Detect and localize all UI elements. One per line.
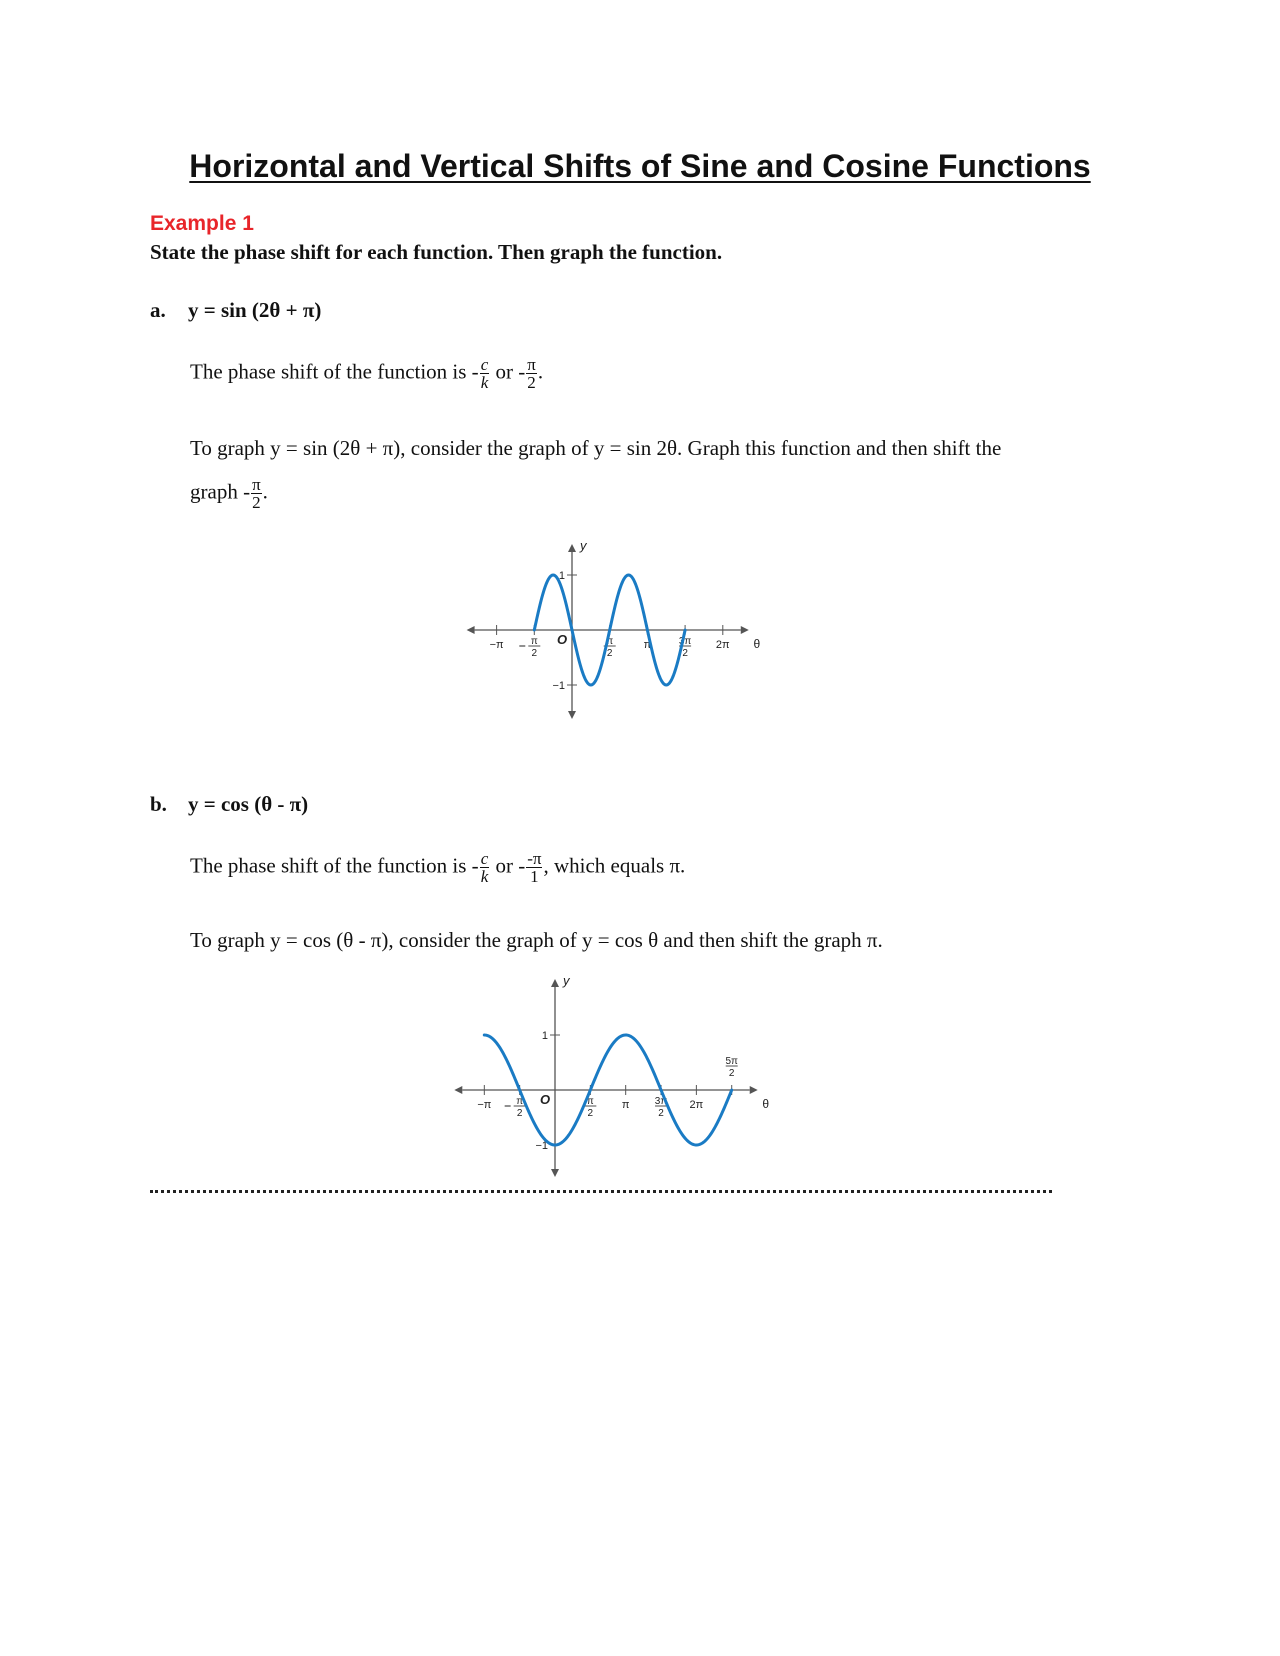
x-tick-label bbox=[519, 636, 540, 659]
x-axis-label: θ bbox=[753, 637, 761, 651]
y-axis-label: y bbox=[580, 538, 587, 553]
x-tick-label-num: 3π bbox=[678, 636, 692, 647]
x-tick-label-den: 2 bbox=[531, 648, 538, 659]
x-tick-label bbox=[477, 1099, 491, 1111]
x-tick-label-den: 2 bbox=[606, 648, 613, 659]
part-a-equation: y = sin (2θ + π) bbox=[188, 298, 322, 322]
frac-den: k bbox=[480, 867, 489, 886]
fraction-c-over-k bbox=[480, 850, 490, 885]
frac-num: c bbox=[480, 355, 489, 374]
cosine-graph bbox=[477, 973, 810, 1195]
x-tick-label-text: −π bbox=[477, 1099, 492, 1111]
x-tick-label-den: 2 bbox=[728, 1068, 735, 1079]
x-tick-label bbox=[725, 1056, 738, 1079]
frac-num: c bbox=[480, 849, 489, 868]
sine-graph bbox=[489, 538, 820, 760]
frac-den: 1 bbox=[530, 867, 539, 886]
frac-num: π bbox=[252, 475, 261, 494]
y-axis-label: y bbox=[563, 973, 570, 988]
part-b-letter: b. bbox=[150, 792, 167, 816]
x-tick-label bbox=[716, 639, 730, 651]
phase-or: or - bbox=[495, 853, 526, 878]
fraction-neg-pi-over-1 bbox=[526, 850, 542, 885]
x-tick-label-num: 3π bbox=[654, 1096, 668, 1107]
graph-text: graph - bbox=[190, 479, 251, 504]
y-axis-arrow-down-icon bbox=[568, 711, 576, 719]
frac-den: k bbox=[480, 373, 489, 392]
origin-label: O bbox=[556, 632, 568, 647]
y-tick-label: −1 bbox=[552, 680, 565, 692]
frac-num: -π bbox=[527, 849, 542, 868]
x-tick-label-text: 2π bbox=[715, 639, 730, 651]
phase-or: or - bbox=[495, 359, 526, 384]
part-b-phase-shift bbox=[190, 850, 685, 885]
phase-end: , which equals π. bbox=[543, 853, 686, 878]
y-axis-arrow-down-icon bbox=[551, 1169, 559, 1177]
x-tick-label bbox=[490, 639, 504, 651]
x-tick-label-num: 5π bbox=[725, 1056, 738, 1067]
frac-num: π bbox=[527, 355, 536, 374]
y-axis-arrow-icon bbox=[568, 544, 576, 552]
x-tick-label-num: π bbox=[606, 636, 614, 647]
y-tick-label: 1 bbox=[541, 1030, 548, 1042]
fraction-pi-over-2 bbox=[526, 356, 537, 391]
origin-label: O bbox=[539, 1092, 551, 1107]
x-tick-label bbox=[622, 1099, 630, 1111]
frac-den: 2 bbox=[252, 493, 261, 512]
x-axis-arrow-left-icon bbox=[467, 626, 475, 634]
graph-end: . bbox=[262, 479, 268, 504]
x-tick-label-text: −π bbox=[489, 639, 504, 651]
part-a-phase-shift bbox=[190, 356, 543, 391]
y-tick-label: 1 bbox=[558, 570, 565, 582]
phase-text: The phase shift of the function is - bbox=[190, 853, 479, 878]
x-tick-label-text: 2π bbox=[689, 1099, 704, 1111]
frac-den: 2 bbox=[527, 373, 536, 392]
x-tick-label-den: 2 bbox=[658, 1108, 664, 1119]
x-tick-label-text: π bbox=[643, 639, 652, 651]
fraction-c-over-k bbox=[480, 356, 490, 391]
x-tick-label-num: π bbox=[516, 1096, 524, 1107]
x-axis-arrow-icon bbox=[750, 1086, 758, 1094]
part-a-graph-text-2 bbox=[190, 476, 268, 511]
phase-end: . bbox=[537, 359, 544, 384]
part-a-graph-text: To graph y = sin (2θ + π), consider the graph of y = sin 2θ. Graph this function and then shift the bbox=[190, 436, 1002, 460]
instruction: State the phase shift for each function. Then graph the function. bbox=[150, 240, 723, 264]
x-axis-arrow-left-icon bbox=[454, 1086, 462, 1094]
x-tick-label bbox=[690, 1099, 704, 1111]
y-axis-arrow-icon bbox=[551, 979, 559, 987]
part-b-graph-text: To graph y = cos (θ - π), consider the graph of y = cos θ and then shift the graph π. bbox=[190, 928, 883, 952]
part-b-equation: y = cos (θ - π) bbox=[188, 792, 309, 816]
x-tick-label-den: 2 bbox=[682, 648, 688, 659]
page-title-text: Horizontal and Vertical Shifts of Sine and Cosine Functions bbox=[189, 148, 1091, 184]
x-axis-label: θ bbox=[762, 1097, 770, 1111]
x-axis-arrow-icon bbox=[741, 626, 749, 634]
phase-text: The phase shift of the function is - bbox=[190, 359, 479, 384]
y-tick-label: −1 bbox=[535, 1140, 548, 1152]
page-title bbox=[0, 148, 1280, 185]
fraction-pi-over-2 bbox=[251, 476, 262, 511]
example-label: Example 1 bbox=[150, 212, 254, 235]
x-tick-label-text: π bbox=[621, 1099, 630, 1111]
x-tick-label-num: π bbox=[530, 636, 538, 647]
x-tick-label-den: 2 bbox=[587, 1108, 594, 1119]
x-tick-label-den: 2 bbox=[516, 1108, 523, 1119]
dotted-separator bbox=[150, 1190, 1052, 1193]
part-a-letter: a. bbox=[150, 298, 166, 322]
x-tick-label-num: π bbox=[586, 1096, 594, 1107]
